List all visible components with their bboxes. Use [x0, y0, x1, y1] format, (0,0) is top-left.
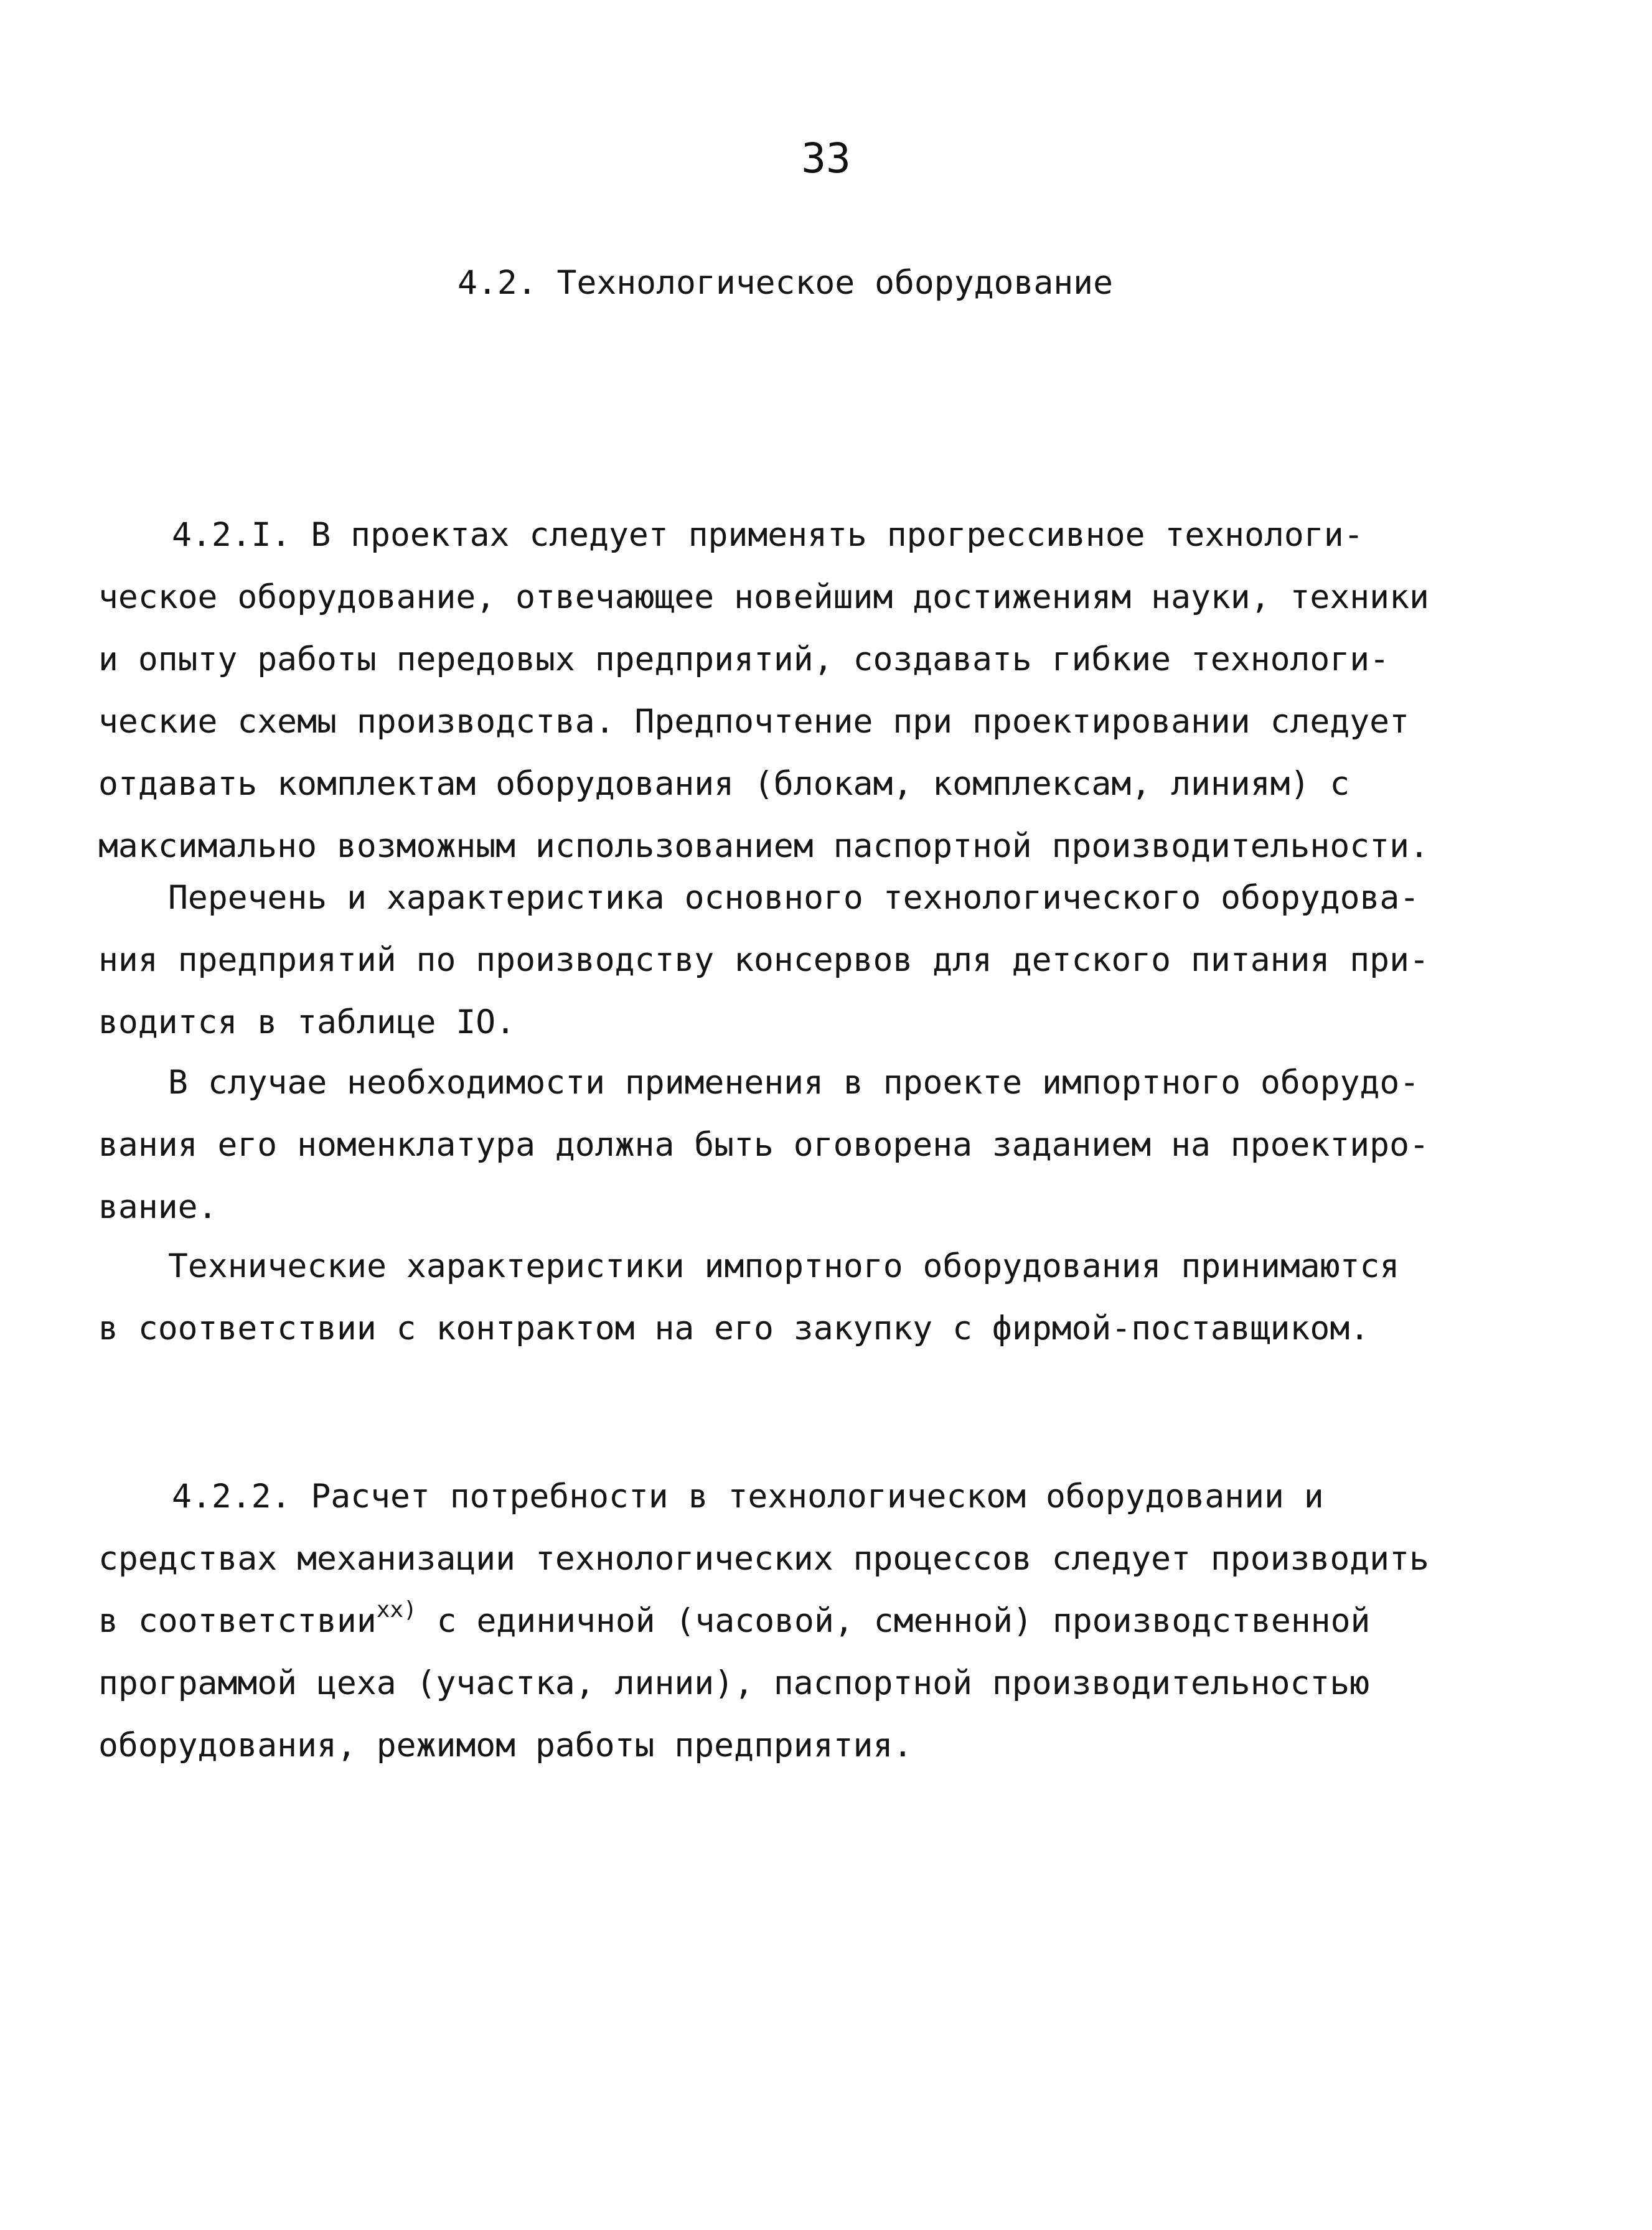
- text-fragment: в соответствии: [98, 1602, 377, 1640]
- text-line: В случае необходимости применения в проекте импортного оборудо-: [168, 1064, 1420, 1102]
- paragraph-4-2-1: [98, 504, 1429, 878]
- text-line: 4.2.I. В проектах следует применять прогрессивное технологи-: [172, 516, 1364, 554]
- text-line: и опыту работы передовых предприятий, создавать гибкие технологи-: [98, 640, 1390, 678]
- text-line: Технические характеристики импортного оборудования принимаются: [168, 1247, 1400, 1285]
- text-line: в соответствии с контрактом на его закупку с фирмой-поставщиком.: [98, 1309, 1370, 1347]
- text-line-with-footnote: [98, 1590, 1399, 1652]
- text-line: водится в таблице IO.: [98, 1003, 516, 1041]
- paragraph-equipment-list: [98, 867, 1429, 1054]
- text-line: вание.: [98, 1188, 218, 1226]
- text-line: отдавать комплектам оборудования (блокам, комплексам, линиям) с: [98, 765, 1350, 803]
- paragraph-4-2-2: [98, 1466, 1429, 1777]
- text-fragment: с единичной (часовой, сменной) производственной: [416, 1602, 1371, 1640]
- footnote-marker: xx): [376, 1597, 417, 1623]
- paragraph-technical-characteristics: [98, 1235, 1399, 1360]
- text-line: вания его номенклатура должна быть оговорена заданием на проектиро-: [98, 1126, 1429, 1164]
- page-number: 33: [801, 134, 851, 182]
- text-line: программой цеха (участка, линии), паспортной производительностью: [98, 1664, 1370, 1702]
- paragraph-imported-equipment: [98, 1052, 1429, 1239]
- text-line: ния предприятий по производству консервов для детского питания при-: [98, 941, 1429, 979]
- text-line: ческое оборудование, отвечающее новейшим достижениям науки, техники: [98, 578, 1429, 616]
- text-line: 4.2.2. Расчет потребности в технологическом оборудовании и: [172, 1478, 1324, 1516]
- text-line: оборудования, режимом работы предприятия.: [98, 1726, 913, 1764]
- text-line: максимально возможным использованием паспортной производительности.: [98, 827, 1429, 865]
- section-heading: 4.2. Технологическое оборудование: [458, 264, 1113, 302]
- text-line: ческие схемы производства. Предпочтение при проектировании следует: [98, 703, 1409, 741]
- text-line: Перечень и характеристика основного технологического оборудова-: [168, 879, 1420, 917]
- text-line: средствах механизации технологических процессов следует производить: [98, 1540, 1429, 1578]
